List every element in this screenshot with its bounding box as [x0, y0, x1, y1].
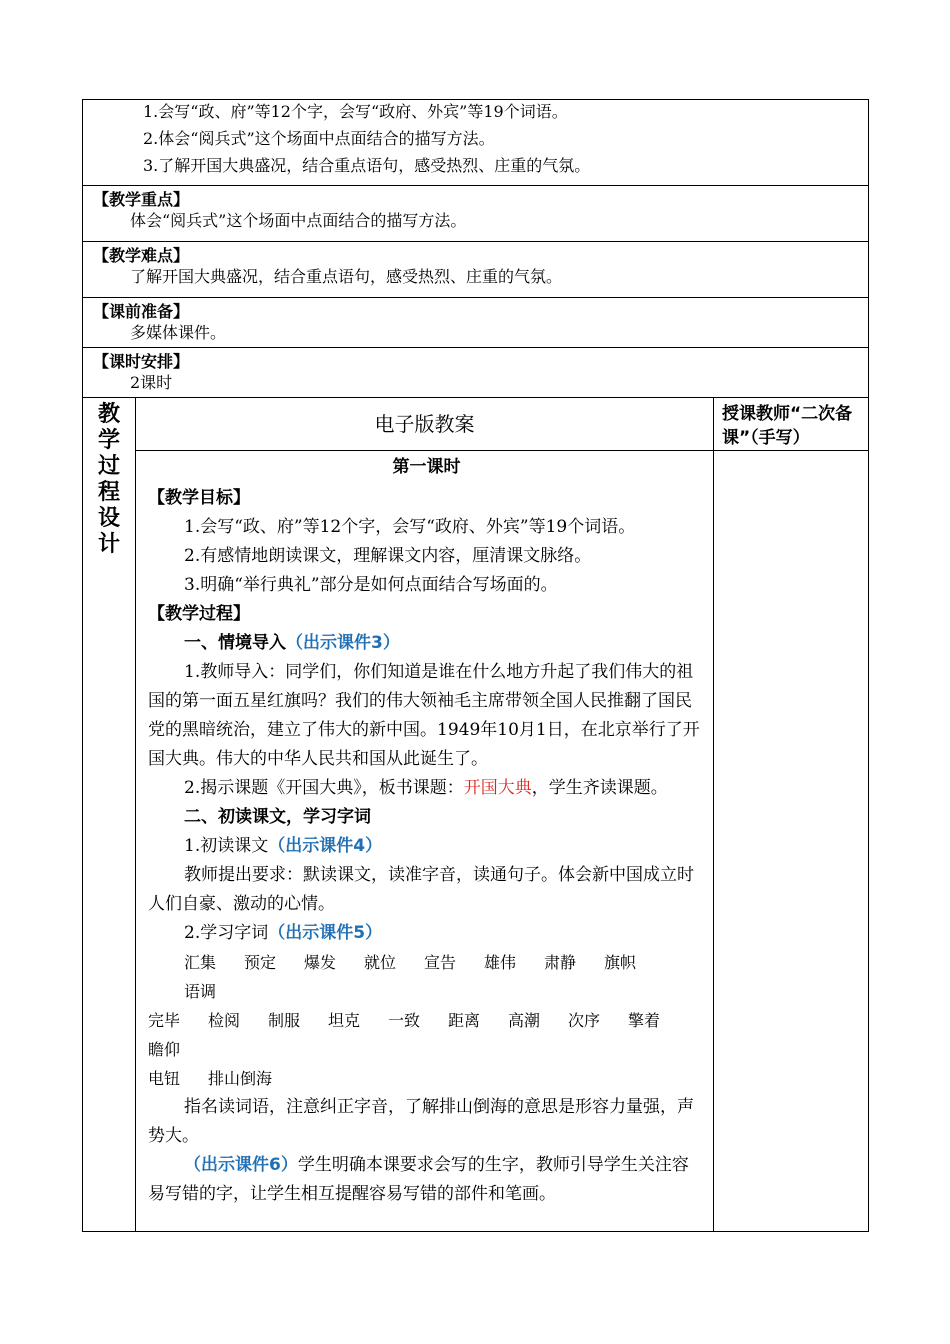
- lesson-plan-table: [82, 99, 869, 1232]
- lesson-content: [136, 451, 714, 1232]
- process-title: 【教学过程】: [148, 604, 250, 624]
- schedule-title: 【课时安排】: [93, 352, 190, 371]
- step2-heading: 二、初读课文，学习字词: [184, 807, 371, 827]
- key-point-row: [83, 186, 869, 242]
- key-point-text: 体会“阅兵式”这个场面中点面结合的描写方法。: [130, 211, 467, 230]
- prep-text: 多媒体课件。: [130, 323, 227, 342]
- prep-row: [83, 298, 869, 348]
- courseware-note: （出示课件3）: [286, 633, 400, 653]
- process-side-label: 教 学 过 程 设 计: [83, 398, 136, 1232]
- top-goal-3: 3.了解开国大典盛况，结合重点语句，感受热烈、庄重的气氛。: [143, 156, 591, 175]
- words-row-1: 汇集 预定 爆发 就位 宣告 雄伟 肃静 旗帜 语调: [184, 953, 637, 1001]
- electronic-plan-header: 电子版教案: [136, 398, 714, 451]
- key-point-title: 【教学重点】: [93, 190, 190, 209]
- lesson-title: 第一课时: [392, 457, 461, 477]
- handwritten-notes-header: 授课教师“二次备课”（手写）: [714, 398, 869, 451]
- step1-paragraph-1: 1.教师导入：同学们，你们知道是谁在什么地方升起了我们伟大的祖国的第一面五星红旗吗？我们的伟大领袖毛主席带领全国人民推翻了国民党的黑暗统治，建立了伟大的新中国。1949年10月1日，在北京举行了开国大典。伟大的中华人民共和国从此诞生了。: [148, 662, 700, 769]
- difficulty-row: [83, 242, 869, 298]
- goal-2: 2.有感情地朗读课文，理解课文内容，厘清课文脉络。: [184, 546, 592, 566]
- prep-title: 【课前准备】: [93, 302, 190, 321]
- goal-3: 3.明确“举行典礼”部分是如何点面结合写场面的。: [184, 575, 558, 595]
- goal-1: 1.会写“政、府”等12个字，会写“政府、外宾”等19个词语。: [184, 517, 636, 537]
- courseware-note: （出示课件4）: [268, 836, 383, 856]
- schedule-row: [83, 348, 869, 398]
- step1-paragraph-2: 2.揭示课题《开国大典》，板书课题：开国大典，学生齐读课题。: [184, 778, 668, 798]
- goals-row: [83, 100, 869, 186]
- top-goal-1: 1.会写“政、府”等12个字，会写“政府、外宾”等19个词语。: [143, 102, 568, 121]
- courseware-note: （出示课件6）: [184, 1155, 298, 1175]
- step2-sub2: 2.学习字词（出示课件5）: [184, 923, 383, 943]
- goals-title: 【教学目标】: [148, 488, 250, 508]
- words-paragraph: 指名读词语，注意纠正字音，了解排山倒海的意思是形容力量强，声势大。: [148, 1097, 694, 1146]
- step1-heading: 一、情境导入（出示课件3）: [184, 633, 400, 653]
- process-header-row: [83, 398, 869, 451]
- difficulty-text: 了解开国大典盛况，结合重点语句，感受热烈、庄重的气氛。: [130, 267, 563, 286]
- board-title: 开国大典: [463, 778, 532, 798]
- step2-sub1-paragraph: 教师提出要求：默读课文，读准字音，读通句子。体会新中国成立时人们自豪、激动的心情。: [148, 865, 694, 914]
- courseware6-paragraph: （出示课件6）学生明确本课要求会写的生字，教师引导学生关注容易写错的字，让学生相互提醒容易写错的部件和笔画。: [148, 1155, 689, 1204]
- handwritten-notes-area[interactable]: [714, 451, 869, 1232]
- step2-sub1: 1.初读课文（出示课件4）: [184, 836, 383, 856]
- difficulty-title: 【教学难点】: [93, 246, 190, 265]
- words-row-3: 电钮 排山倒海: [148, 1069, 273, 1088]
- process-body-row: [83, 451, 869, 1232]
- words-row-2: 完毕 检阅 制服 坦克 一致 距离 高潮 次序 擎着 瞻仰: [148, 1011, 661, 1059]
- courseware-note: （出示课件5）: [268, 923, 383, 943]
- schedule-text: 2课时: [130, 373, 173, 392]
- top-goal-2: 2.体会“阅兵式”这个场面中点面结合的描写方法。: [143, 129, 495, 148]
- lesson-plan-page: [82, 99, 868, 1232]
